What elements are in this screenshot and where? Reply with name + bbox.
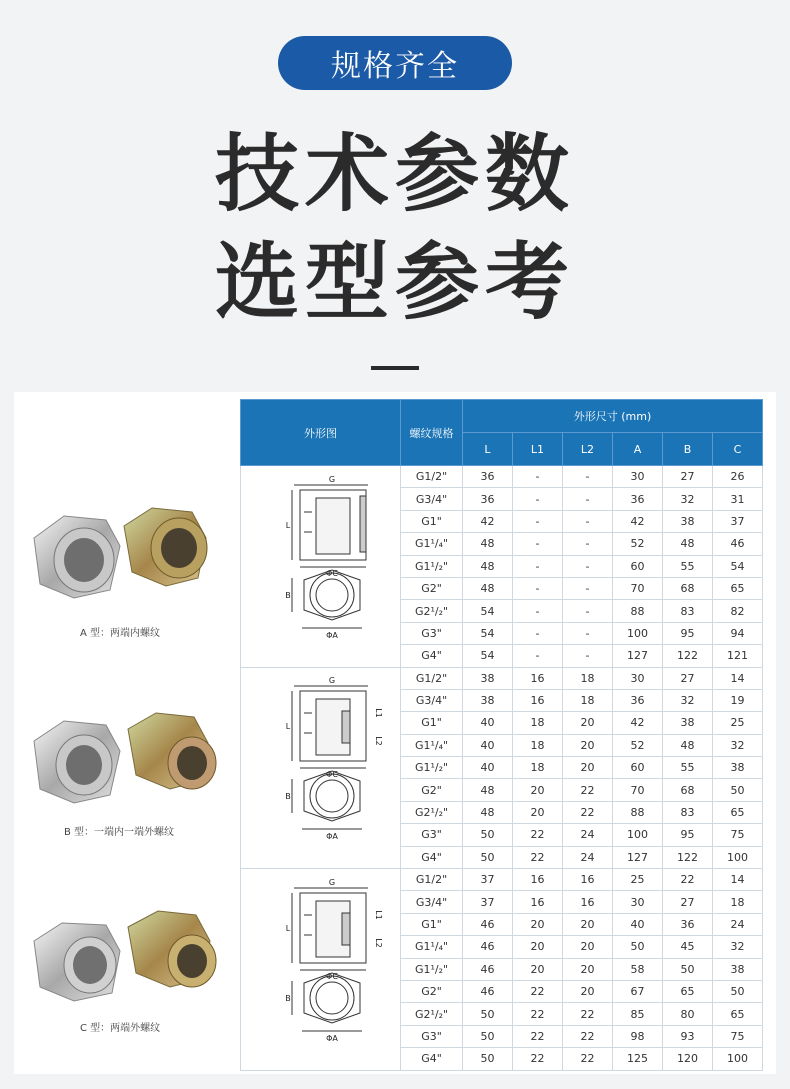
dimension-cell-l1: 20 [513, 779, 563, 801]
dimension-cell-l: 54 [463, 622, 513, 644]
dimension-cell-l2: 20 [563, 980, 613, 1002]
dimension-cell-l2: 20 [563, 936, 613, 958]
dimension-cell-a: 25 [613, 869, 663, 891]
type-a-label-b: B [284, 590, 291, 600]
dimension-cell-c: 19 [713, 689, 763, 711]
dimension-cell-l1: 20 [513, 936, 563, 958]
dimension-cell-b: 83 [663, 600, 713, 622]
dimension-cell-b: 120 [663, 1048, 713, 1070]
type-a-caption: A 型：两端内螺纹 [80, 628, 161, 639]
dimension-cell-l1: 16 [513, 891, 563, 913]
dimension-cell-l: 42 [463, 510, 513, 532]
table-row [241, 869, 763, 891]
dimension-cell-c: 18 [713, 891, 763, 913]
dimension-cell-a: 127 [613, 846, 663, 868]
type-c-caption: C 型：两端外螺纹 [80, 1023, 161, 1034]
dimension-cell-l: 40 [463, 734, 513, 756]
dimension-cell-l: 50 [463, 1025, 513, 1047]
type-a-label-a: ΦA [325, 630, 338, 640]
dimension-cell-a: 70 [613, 779, 663, 801]
dimension-cell-c: 100 [713, 846, 763, 868]
thread-spec-cell: G2" [401, 980, 463, 1002]
thread-spec-cell: G1¹/₂" [401, 555, 463, 577]
dimension-cell-b: 95 [663, 824, 713, 846]
spec-badge: 规格齐全 [278, 36, 512, 90]
dimension-cell-b: 93 [663, 1025, 713, 1047]
dimension-cell-b: 32 [663, 488, 713, 510]
dimension-cell-c: 50 [713, 779, 763, 801]
dimension-cell-c: 75 [713, 1025, 763, 1047]
dimension-cell-a: 60 [613, 555, 663, 577]
dimension-cell-l: 46 [463, 958, 513, 980]
dimension-cell-l1: - [513, 510, 563, 532]
type-a-product-photo [24, 498, 224, 608]
dimension-cell-a: 50 [613, 936, 663, 958]
dimension-cell-l: 38 [463, 689, 513, 711]
type-b-drawing [242, 671, 400, 861]
dimension-cell-l: 48 [463, 801, 513, 823]
dimension-cell-l1: 22 [513, 980, 563, 1002]
dimension-cell-c: 14 [713, 869, 763, 891]
dimension-cell-c: 50 [713, 980, 763, 1002]
dimension-cell-l1: - [513, 622, 563, 644]
dimension-cell-l: 37 [463, 891, 513, 913]
dimension-cell-l1: 20 [513, 958, 563, 980]
dimension-cell-a: 36 [613, 488, 663, 510]
type-a-drawing [242, 470, 400, 660]
dimension-cell-a: 30 [613, 466, 663, 488]
dimension-cell-c: 121 [713, 645, 763, 667]
page-subtitle: 选型参考 [214, 233, 575, 331]
dimension-cell-l1: - [513, 555, 563, 577]
dimension-cell-l: 36 [463, 466, 513, 488]
dimension-cell-a: 100 [613, 824, 663, 846]
dimension-cell-l2: - [563, 488, 613, 510]
dimension-cell-c: 65 [713, 801, 763, 823]
dimension-cell-l: 50 [463, 1003, 513, 1025]
dimension-cell-l: 46 [463, 980, 513, 1002]
thread-spec-cell: G4" [401, 1048, 463, 1070]
dimension-cell-l2: 16 [563, 891, 613, 913]
thread-spec-cell: G1¹/₄" [401, 533, 463, 555]
dimension-cell-l1: 16 [513, 667, 563, 689]
dimension-cell-l: 54 [463, 600, 513, 622]
thread-spec-cell: G3" [401, 824, 463, 846]
dimension-cell-l2: 20 [563, 757, 613, 779]
dimension-cell-a: 42 [613, 510, 663, 532]
dimension-cell-l: 48 [463, 533, 513, 555]
thread-spec-cell: G1/2" [401, 869, 463, 891]
dimension-cell-a: 127 [613, 645, 663, 667]
dimension-cell-l1: - [513, 466, 563, 488]
dimension-cell-b: 27 [663, 466, 713, 488]
dimension-cell-l1: - [513, 577, 563, 599]
type-a-label-l: L [285, 520, 290, 530]
dimension-cell-c: 25 [713, 712, 763, 734]
thread-spec-cell: G2¹/₂" [401, 801, 463, 823]
dimension-cell-l1: 20 [513, 801, 563, 823]
page-title: 技术参数 [214, 125, 575, 223]
thread-spec-cell: G1¹/₂" [401, 958, 463, 980]
dimension-cell-l2: 20 [563, 734, 613, 756]
dimension-cell-a: 125 [613, 1048, 663, 1070]
type-a-drawing-cell [241, 466, 401, 668]
thread-spec-cell: G3" [401, 622, 463, 644]
dimension-cell-l2: 22 [563, 801, 613, 823]
dimension-cell-b: 27 [663, 667, 713, 689]
dimension-cell-b: 50 [663, 958, 713, 980]
header-col-l: L [463, 433, 513, 466]
dimension-cell-l: 48 [463, 555, 513, 577]
dimension-cell-c: 75 [713, 824, 763, 846]
dimension-cell-a: 70 [613, 577, 663, 599]
dimension-cell-l2: 24 [563, 824, 613, 846]
dimension-cell-a: 40 [613, 913, 663, 935]
type-c-label-b: B [284, 993, 291, 1003]
dimension-cell-a: 60 [613, 757, 663, 779]
type-c-drawing [242, 873, 400, 1063]
type-c-label-l: L [285, 923, 290, 933]
dimension-cell-l: 46 [463, 936, 513, 958]
header-col-b: B [663, 433, 713, 466]
dimension-cell-l2: 16 [563, 869, 613, 891]
dimension-cell-a: 85 [613, 1003, 663, 1025]
dimension-cell-l1: - [513, 488, 563, 510]
dimension-cell-l2: 24 [563, 846, 613, 868]
dimension-cell-b: 36 [663, 913, 713, 935]
type-c-product-photo [24, 905, 224, 1010]
type-b-label-l2: L2 [373, 736, 383, 747]
thread-spec-cell: G2" [401, 577, 463, 599]
table-row [241, 667, 763, 689]
dimension-cell-b: 38 [663, 712, 713, 734]
dimension-cell-c: 65 [713, 577, 763, 599]
dimension-cell-l2: - [563, 466, 613, 488]
dimension-cell-b: 48 [663, 533, 713, 555]
dimension-cell-l2: 22 [563, 1025, 613, 1047]
dimension-cell-l1: 18 [513, 712, 563, 734]
dimension-cell-l1: - [513, 645, 563, 667]
dimension-cell-a: 88 [613, 801, 663, 823]
type-b-label-g: G [328, 676, 335, 686]
thread-spec-cell: G3" [401, 1025, 463, 1047]
dimension-cell-l1: 20 [513, 913, 563, 935]
dimension-cell-b: 80 [663, 1003, 713, 1025]
dimension-cell-l2: 20 [563, 712, 613, 734]
dimension-cell-l: 37 [463, 869, 513, 891]
title-divider [371, 366, 419, 370]
dimension-cell-l1: 18 [513, 757, 563, 779]
dimension-cell-c: 54 [713, 555, 763, 577]
dimension-cell-b: 83 [663, 801, 713, 823]
dimension-cell-b: 32 [663, 689, 713, 711]
type-c-label-g: G [328, 877, 335, 887]
header-thread-spec: 螺纹规格 [401, 400, 463, 466]
dimension-cell-l1: 16 [513, 689, 563, 711]
dimension-cell-l1: 22 [513, 824, 563, 846]
dimension-cell-l: 46 [463, 913, 513, 935]
dimension-cell-l: 40 [463, 712, 513, 734]
type-a-label-c: ΦC [325, 568, 338, 578]
type-b-label-c: ΦC [325, 770, 338, 780]
dimension-cell-c: 32 [713, 734, 763, 756]
dimension-cell-l: 48 [463, 577, 513, 599]
dimension-cell-b: 27 [663, 891, 713, 913]
dimension-cell-l2: - [563, 555, 613, 577]
dimension-cell-l2: 20 [563, 913, 613, 935]
dimension-cell-a: 42 [613, 712, 663, 734]
type-b-product-photo [24, 705, 224, 815]
header-col-c: C [713, 433, 763, 466]
dimension-cell-l1: 22 [513, 846, 563, 868]
dimension-cell-a: 30 [613, 667, 663, 689]
dimension-cell-c: 65 [713, 1003, 763, 1025]
dimension-cell-l1: 22 [513, 1003, 563, 1025]
dimension-cell-b: 65 [663, 980, 713, 1002]
spec-table [240, 399, 763, 1071]
type-b-caption: B 型：一端内一端外螺纹 [64, 827, 175, 838]
dimension-cell-l2: - [563, 533, 613, 555]
dimension-cell-l2: 18 [563, 689, 613, 711]
dimension-cell-l1: - [513, 533, 563, 555]
thread-spec-cell: G4" [401, 846, 463, 868]
dimension-cell-b: 68 [663, 779, 713, 801]
dimension-cell-a: 52 [613, 533, 663, 555]
dimension-cell-b: 122 [663, 645, 713, 667]
thread-spec-cell: G4" [401, 645, 463, 667]
type-c-label-l2: L2 [373, 938, 383, 948]
type-b-drawing-cell [241, 667, 401, 869]
thread-spec-cell: G1¹/₄" [401, 936, 463, 958]
type-b-label-a: ΦA [325, 832, 338, 842]
dimension-cell-a: 98 [613, 1025, 663, 1047]
type-b-label-l: L [285, 722, 290, 732]
dimension-cell-b: 95 [663, 622, 713, 644]
thread-spec-cell: G1/2" [401, 667, 463, 689]
header-dimensions: 外形尺寸 (mm) [463, 400, 763, 433]
dimension-cell-l: 50 [463, 824, 513, 846]
dimension-cell-b: 68 [663, 577, 713, 599]
thread-spec-cell: G1¹/₄" [401, 734, 463, 756]
dimension-cell-l2: - [563, 622, 613, 644]
type-c-label-c: ΦC [325, 971, 338, 981]
dimension-cell-c: 26 [713, 466, 763, 488]
dimension-cell-l2: - [563, 645, 613, 667]
dimension-cell-l1: 22 [513, 1048, 563, 1070]
thread-spec-cell: G2" [401, 779, 463, 801]
header-col-a: A [613, 433, 663, 466]
dimension-cell-c: 24 [713, 913, 763, 935]
dimension-cell-l: 50 [463, 846, 513, 868]
thread-spec-cell: G3/4" [401, 488, 463, 510]
dimension-cell-l: 36 [463, 488, 513, 510]
thread-spec-cell: G3/4" [401, 891, 463, 913]
dimension-cell-c: 38 [713, 958, 763, 980]
dimension-cell-l1: 16 [513, 869, 563, 891]
dimension-cell-l2: 22 [563, 1003, 613, 1025]
dimension-cell-c: 82 [713, 600, 763, 622]
header-shape: 外形图 [241, 400, 401, 466]
dimension-cell-c: 94 [713, 622, 763, 644]
dimension-cell-l: 54 [463, 645, 513, 667]
dimension-cell-l1: 22 [513, 1025, 563, 1047]
dimension-cell-c: 100 [713, 1048, 763, 1070]
dimension-cell-c: 32 [713, 936, 763, 958]
dimension-cell-l2: 22 [563, 779, 613, 801]
dimension-cell-b: 55 [663, 555, 713, 577]
type-b-label-b: B [284, 792, 291, 802]
dimension-cell-l1: - [513, 600, 563, 622]
dimension-cell-l1: 18 [513, 734, 563, 756]
dimension-cell-a: 30 [613, 891, 663, 913]
table-row [241, 466, 763, 488]
type-c-label-a: ΦA [325, 1033, 338, 1043]
thread-spec-cell: G2¹/₂" [401, 600, 463, 622]
dimension-cell-b: 45 [663, 936, 713, 958]
header-col-l1: L1 [513, 433, 563, 466]
thread-spec-cell: G1" [401, 913, 463, 935]
header-col-l2: L2 [563, 433, 613, 466]
dimension-cell-c: 37 [713, 510, 763, 532]
dimension-cell-l2: - [563, 600, 613, 622]
dimension-cell-l2: 22 [563, 1048, 613, 1070]
dimension-cell-a: 88 [613, 600, 663, 622]
type-c-drawing-cell [241, 869, 401, 1071]
dimension-cell-l: 40 [463, 757, 513, 779]
thread-spec-cell: G1/2" [401, 466, 463, 488]
dimension-cell-l2: 18 [563, 667, 613, 689]
dimension-cell-c: 14 [713, 667, 763, 689]
dimension-cell-l: 50 [463, 1048, 513, 1070]
dimension-cell-b: 48 [663, 734, 713, 756]
dimension-cell-c: 38 [713, 757, 763, 779]
dimension-cell-l: 48 [463, 779, 513, 801]
thread-spec-cell: G1" [401, 712, 463, 734]
dimension-cell-b: 122 [663, 846, 713, 868]
dimension-cell-l: 38 [463, 667, 513, 689]
dimension-cell-b: 22 [663, 869, 713, 891]
dimension-cell-b: 55 [663, 757, 713, 779]
thread-spec-cell: G3/4" [401, 689, 463, 711]
dimension-cell-a: 58 [613, 958, 663, 980]
thread-spec-cell: G1" [401, 510, 463, 532]
dimension-cell-l2: - [563, 577, 613, 599]
dimension-cell-l2: 20 [563, 958, 613, 980]
dimension-cell-c: 31 [713, 488, 763, 510]
dimension-cell-a: 67 [613, 980, 663, 1002]
dimension-cell-c: 46 [713, 533, 763, 555]
dimension-cell-b: 38 [663, 510, 713, 532]
type-b-label-l1: L1 [373, 708, 383, 719]
dimension-cell-l2: - [563, 510, 613, 532]
type-a-label-g: G [328, 474, 335, 484]
type-c-label-l1: L1 [373, 910, 383, 920]
dimension-cell-a: 36 [613, 689, 663, 711]
dimension-cell-a: 100 [613, 622, 663, 644]
thread-spec-cell: G1¹/₂" [401, 757, 463, 779]
thread-spec-cell: G2¹/₂" [401, 1003, 463, 1025]
dimension-cell-a: 52 [613, 734, 663, 756]
